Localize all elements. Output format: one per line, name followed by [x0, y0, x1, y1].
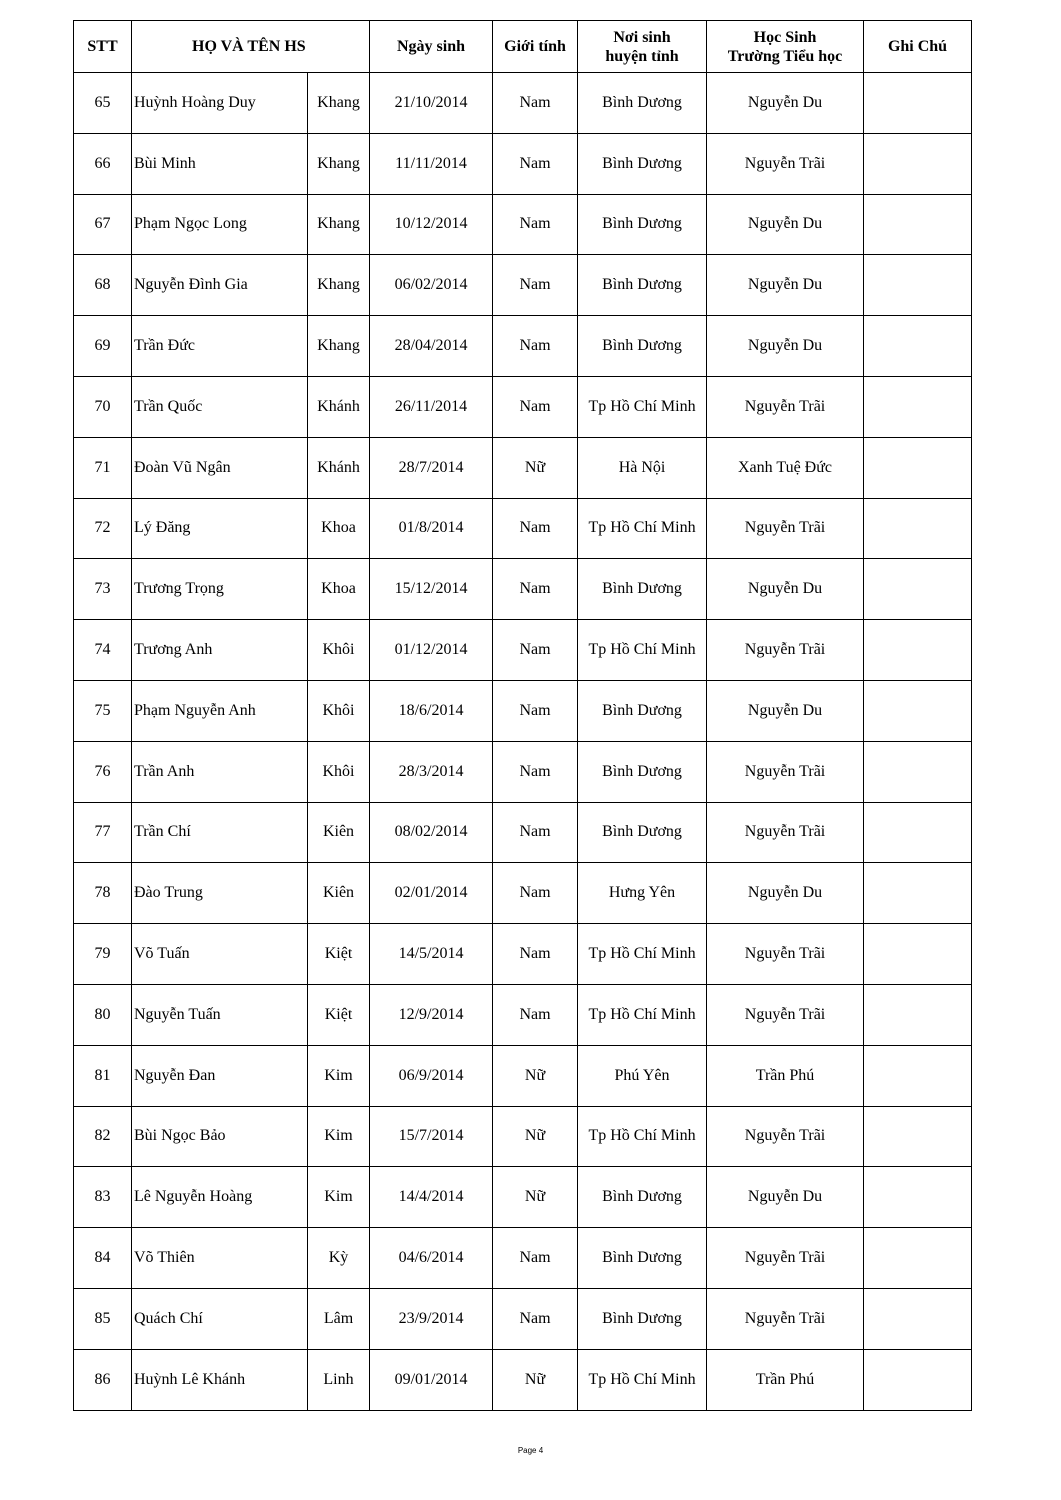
- cell-given-name: Khoa: [308, 498, 370, 559]
- cell-stt: 77: [74, 802, 132, 863]
- cell-note: [864, 1106, 972, 1167]
- cell-gender: Nam: [493, 73, 578, 134]
- cell-date-of-birth: 28/7/2014: [370, 437, 493, 498]
- header-birthplace-line2: huyện tỉnh: [605, 47, 679, 65]
- cell-primary-school: Nguyễn Trãi: [707, 1228, 864, 1289]
- cell-primary-school: Nguyễn Trãi: [707, 984, 864, 1045]
- cell-primary-school: Nguyễn Du: [707, 559, 864, 620]
- cell-birthplace: Bình Dương: [578, 73, 707, 134]
- cell-given-name: Kim: [308, 1045, 370, 1106]
- table-row: [74, 1167, 972, 1228]
- cell-birthplace: Hưng Yên: [578, 863, 707, 924]
- cell-stt: 67: [74, 194, 132, 255]
- table-row: [74, 559, 972, 620]
- cell-primary-school: Nguyễn Trãi: [707, 1288, 864, 1349]
- cell-stt: 83: [74, 1167, 132, 1228]
- table-row: [74, 680, 972, 741]
- cell-primary-school: Xanh Tuệ Đức: [707, 437, 864, 498]
- cell-primary-school: Nguyễn Du: [707, 680, 864, 741]
- cell-note: [864, 498, 972, 559]
- table-row: [74, 802, 972, 863]
- cell-gender: Nam: [493, 255, 578, 316]
- header-gender: Giới tính: [493, 21, 578, 73]
- cell-gender: Nam: [493, 984, 578, 1045]
- table-header: [74, 21, 972, 73]
- table-row: [74, 194, 972, 255]
- table-body: [74, 73, 972, 1411]
- cell-given-name: Khang: [308, 73, 370, 134]
- cell-given-name: Khang: [308, 316, 370, 377]
- cell-given-name: Kiệt: [308, 984, 370, 1045]
- cell-surname: Huỳnh Lê Khánh: [132, 1349, 308, 1410]
- cell-stt: 66: [74, 133, 132, 194]
- cell-gender: Nam: [493, 802, 578, 863]
- cell-primary-school: Trần Phú: [707, 1349, 864, 1410]
- cell-surname: Võ Tuấn: [132, 924, 308, 985]
- header-note: Ghi Chú: [864, 21, 972, 73]
- cell-stt: 86: [74, 1349, 132, 1410]
- cell-birthplace: Tp Hồ Chí Minh: [578, 984, 707, 1045]
- table-row: [74, 255, 972, 316]
- cell-given-name: Khang: [308, 194, 370, 255]
- cell-date-of-birth: 23/9/2014: [370, 1288, 493, 1349]
- cell-surname: Quách Chí: [132, 1288, 308, 1349]
- cell-surname: Trần Anh: [132, 741, 308, 802]
- table-row: [74, 498, 972, 559]
- cell-gender: Nam: [493, 680, 578, 741]
- cell-date-of-birth: 15/7/2014: [370, 1106, 493, 1167]
- cell-note: [864, 1167, 972, 1228]
- cell-note: [864, 73, 972, 134]
- header-primary-school: [707, 21, 864, 73]
- cell-date-of-birth: 01/12/2014: [370, 620, 493, 681]
- table-row: [74, 73, 972, 134]
- table-row: [74, 924, 972, 985]
- table-row: [74, 1106, 972, 1167]
- cell-note: [864, 1228, 972, 1289]
- cell-primary-school: Trần Phú: [707, 1045, 864, 1106]
- cell-date-of-birth: 12/9/2014: [370, 984, 493, 1045]
- cell-birthplace: Tp Hồ Chí Minh: [578, 620, 707, 681]
- cell-gender: Nam: [493, 316, 578, 377]
- table-row: [74, 437, 972, 498]
- cell-gender: Nam: [493, 1228, 578, 1289]
- cell-stt: 68: [74, 255, 132, 316]
- cell-given-name: Kiệt: [308, 924, 370, 985]
- cell-gender: Nam: [493, 559, 578, 620]
- cell-stt: 78: [74, 863, 132, 924]
- cell-birthplace: Bình Dương: [578, 1167, 707, 1228]
- cell-surname: Nguyễn Đan: [132, 1045, 308, 1106]
- cell-surname: Trần Đức: [132, 316, 308, 377]
- cell-primary-school: Nguyễn Trãi: [707, 498, 864, 559]
- cell-gender: Nữ: [493, 1106, 578, 1167]
- cell-gender: Nữ: [493, 1045, 578, 1106]
- cell-stt: 69: [74, 316, 132, 377]
- cell-birthplace: Bình Dương: [578, 316, 707, 377]
- cell-birthplace: Tp Hồ Chí Minh: [578, 498, 707, 559]
- table-row: [74, 1228, 972, 1289]
- cell-date-of-birth: 18/6/2014: [370, 680, 493, 741]
- cell-birthplace: Phú Yên: [578, 1045, 707, 1106]
- cell-gender: Nam: [493, 924, 578, 985]
- cell-birthplace: Tp Hồ Chí Minh: [578, 1349, 707, 1410]
- header-birthplace-line1: Nơi sinh: [613, 28, 671, 46]
- header-school-line1: Học Sinh: [753, 28, 817, 46]
- header-full-name: HỌ VÀ TÊN HS: [132, 21, 370, 73]
- cell-given-name: Khang: [308, 255, 370, 316]
- cell-surname: Phạm Ngọc Long: [132, 194, 308, 255]
- cell-given-name: Lâm: [308, 1288, 370, 1349]
- cell-primary-school: Nguyễn Trãi: [707, 620, 864, 681]
- cell-note: [864, 984, 972, 1045]
- cell-surname: Trương Anh: [132, 620, 308, 681]
- cell-date-of-birth: 26/11/2014: [370, 376, 493, 437]
- cell-stt: 85: [74, 1288, 132, 1349]
- cell-gender: Nam: [493, 194, 578, 255]
- cell-given-name: Khang: [308, 133, 370, 194]
- cell-given-name: Kỳ: [308, 1228, 370, 1289]
- cell-gender: Nam: [493, 376, 578, 437]
- cell-surname: Nguyễn Đình Gia: [132, 255, 308, 316]
- cell-birthplace: Bình Dương: [578, 194, 707, 255]
- page-number: Page 4: [517, 1446, 544, 1455]
- cell-given-name: Linh: [308, 1349, 370, 1410]
- cell-given-name: Kim: [308, 1167, 370, 1228]
- cell-stt: 74: [74, 620, 132, 681]
- cell-note: [864, 194, 972, 255]
- cell-given-name: Khôi: [308, 620, 370, 681]
- cell-note: [864, 316, 972, 377]
- table-row: [74, 1288, 972, 1349]
- cell-note: [864, 741, 972, 802]
- cell-given-name: Kiên: [308, 863, 370, 924]
- cell-birthplace: Bình Dương: [578, 802, 707, 863]
- cell-gender: Nam: [493, 1288, 578, 1349]
- cell-given-name: Khôi: [308, 680, 370, 741]
- cell-surname: Bùi Ngọc Bảo: [132, 1106, 308, 1167]
- table-row: [74, 316, 972, 377]
- cell-date-of-birth: 14/5/2014: [370, 924, 493, 985]
- cell-primary-school: Nguyễn Du: [707, 255, 864, 316]
- cell-primary-school: Nguyễn Du: [707, 863, 864, 924]
- cell-stt: 81: [74, 1045, 132, 1106]
- cell-birthplace: Bình Dương: [578, 1288, 707, 1349]
- table-row: [74, 1045, 972, 1106]
- cell-gender: Nữ: [493, 1167, 578, 1228]
- cell-note: [864, 620, 972, 681]
- cell-gender: Nam: [493, 498, 578, 559]
- cell-stt: 76: [74, 741, 132, 802]
- cell-gender: Nam: [493, 133, 578, 194]
- cell-stt: 72: [74, 498, 132, 559]
- cell-note: [864, 437, 972, 498]
- cell-given-name: Khánh: [308, 376, 370, 437]
- cell-stt: 80: [74, 984, 132, 1045]
- cell-date-of-birth: 06/9/2014: [370, 1045, 493, 1106]
- cell-primary-school: Nguyễn Du: [707, 1167, 864, 1228]
- cell-date-of-birth: 28/04/2014: [370, 316, 493, 377]
- cell-stt: 73: [74, 559, 132, 620]
- cell-birthplace: Bình Dương: [578, 680, 707, 741]
- cell-surname: Đào Trung: [132, 863, 308, 924]
- cell-birthplace: Bình Dương: [578, 133, 707, 194]
- cell-date-of-birth: 21/10/2014: [370, 73, 493, 134]
- cell-note: [864, 1045, 972, 1106]
- table-row: [74, 620, 972, 681]
- cell-surname: Bùi Minh: [132, 133, 308, 194]
- cell-stt: 84: [74, 1228, 132, 1289]
- cell-primary-school: Nguyễn Trãi: [707, 802, 864, 863]
- cell-given-name: Khôi: [308, 741, 370, 802]
- cell-birthplace: Bình Dương: [578, 255, 707, 316]
- cell-given-name: Khoa: [308, 559, 370, 620]
- table-row: [74, 376, 972, 437]
- table-row: [74, 741, 972, 802]
- header-date-of-birth: Ngày sinh: [370, 21, 493, 73]
- cell-primary-school: Nguyễn Du: [707, 194, 864, 255]
- cell-date-of-birth: 15/12/2014: [370, 559, 493, 620]
- table-row: [74, 863, 972, 924]
- header-birthplace: [578, 21, 707, 73]
- cell-surname: Nguyễn Tuấn: [132, 984, 308, 1045]
- cell-date-of-birth: 04/6/2014: [370, 1228, 493, 1289]
- cell-surname: Lê Nguyễn Hoàng: [132, 1167, 308, 1228]
- header-stt: STT: [74, 21, 132, 73]
- cell-date-of-birth: 02/01/2014: [370, 863, 493, 924]
- cell-primary-school: Nguyễn Trãi: [707, 924, 864, 985]
- cell-date-of-birth: 09/01/2014: [370, 1349, 493, 1410]
- cell-primary-school: Nguyễn Trãi: [707, 133, 864, 194]
- header-school-line2: Trường Tiểu học: [727, 47, 843, 65]
- cell-surname: Trương Trọng: [132, 559, 308, 620]
- cell-primary-school: Nguyễn Trãi: [707, 741, 864, 802]
- table-row: [74, 984, 972, 1045]
- cell-note: [864, 863, 972, 924]
- cell-birthplace: Hà Nội: [578, 437, 707, 498]
- cell-surname: Đoàn Vũ Ngân: [132, 437, 308, 498]
- header-row: [74, 21, 972, 73]
- cell-primary-school: Nguyễn Trãi: [707, 1106, 864, 1167]
- cell-birthplace: Tp Hồ Chí Minh: [578, 1106, 707, 1167]
- cell-date-of-birth: 28/3/2014: [370, 741, 493, 802]
- cell-stt: 71: [74, 437, 132, 498]
- cell-surname: Trần Chí: [132, 802, 308, 863]
- cell-note: [864, 376, 972, 437]
- cell-primary-school: Nguyễn Du: [707, 73, 864, 134]
- cell-note: [864, 559, 972, 620]
- cell-birthplace: Bình Dương: [578, 559, 707, 620]
- cell-stt: 79: [74, 924, 132, 985]
- cell-surname: Lý Đăng: [132, 498, 308, 559]
- cell-note: [864, 133, 972, 194]
- cell-given-name: Kiên: [308, 802, 370, 863]
- cell-date-of-birth: 06/02/2014: [370, 255, 493, 316]
- cell-primary-school: Nguyễn Trãi: [707, 376, 864, 437]
- cell-surname: Phạm Nguyễn Anh: [132, 680, 308, 741]
- cell-note: [864, 1349, 972, 1410]
- cell-stt: 82: [74, 1106, 132, 1167]
- cell-gender: Nữ: [493, 1349, 578, 1410]
- cell-note: [864, 680, 972, 741]
- cell-gender: Nam: [493, 863, 578, 924]
- cell-date-of-birth: 14/4/2014: [370, 1167, 493, 1228]
- cell-note: [864, 255, 972, 316]
- cell-birthplace: Tp Hồ Chí Minh: [578, 376, 707, 437]
- cell-date-of-birth: 01/8/2014: [370, 498, 493, 559]
- cell-gender: Nữ: [493, 437, 578, 498]
- cell-given-name: Kim: [308, 1106, 370, 1167]
- cell-note: [864, 802, 972, 863]
- cell-stt: 65: [74, 73, 132, 134]
- cell-gender: Nam: [493, 741, 578, 802]
- cell-surname: Trần Quốc: [132, 376, 308, 437]
- table-row: [74, 1349, 972, 1410]
- cell-primary-school: Nguyễn Du: [707, 316, 864, 377]
- cell-birthplace: Bình Dương: [578, 1228, 707, 1289]
- cell-note: [864, 924, 972, 985]
- cell-surname: Huỳnh Hoàng Duy: [132, 73, 308, 134]
- cell-date-of-birth: 11/11/2014: [370, 133, 493, 194]
- cell-given-name: Khánh: [308, 437, 370, 498]
- cell-date-of-birth: 10/12/2014: [370, 194, 493, 255]
- cell-stt: 75: [74, 680, 132, 741]
- table-row: [74, 133, 972, 194]
- cell-surname: Võ Thiên: [132, 1228, 308, 1289]
- cell-birthplace: Tp Hồ Chí Minh: [578, 924, 707, 985]
- student-roster-table: [73, 20, 972, 1411]
- cell-gender: Nam: [493, 620, 578, 681]
- cell-birthplace: Bình Dương: [578, 741, 707, 802]
- cell-note: [864, 1288, 972, 1349]
- cell-date-of-birth: 08/02/2014: [370, 802, 493, 863]
- cell-stt: 70: [74, 376, 132, 437]
